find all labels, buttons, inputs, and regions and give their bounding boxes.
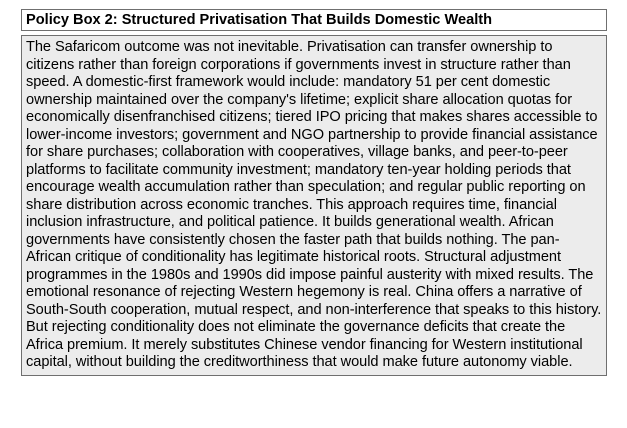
policy-box-title: Policy Box 2: Structured Privatisation That Builds Domestic Wealth [21,9,607,31]
policy-box [21,9,607,376]
policy-box-body: The Safaricom outcome was not inevitable. Privatisation can transfer ownership to citizens rather than foreign corporations if governments invest in structure rather than speed. A domestic-first framework would include: mandatory 51 per cent domestic ownership maintained over the company's lifetime; explicit share allocation quotas for economically disenfranchised citizens; tiered IPO pricing that makes shares accessible to lower-income investors; government and NGO partnership to provide financial assistance for share purchases; collaboration with cooperatives, village banks, and peer-to-peer platforms to facilitate community investment; mandatory ten-year holding periods that encourage wealth accumulation rather than speculation; and regular public reporting on share distribution across economic tranches. This approach requires time, financial inclusion infrastructure, and political patience. It builds generational wealth. African governments have consistently chosen the faster path that builds nothing. The pan-African critique of conditionality has legitimate historical roots. Structural adjustment programmes in the 1980s and 1990s did impose painful austerity with mixed results. The emotional resonance of rejecting Western hegemony is real. China offers a narrative of South-South cooperation, mutual respect, and non-interference that speaks to this history. But rejecting conditionality does not eliminate the governance deficits that create the Africa premium. It merely substitutes Chinese vendor financing for Western institutional capital, without building the creditworthiness that would make future autonomy viable. [21,35,607,376]
